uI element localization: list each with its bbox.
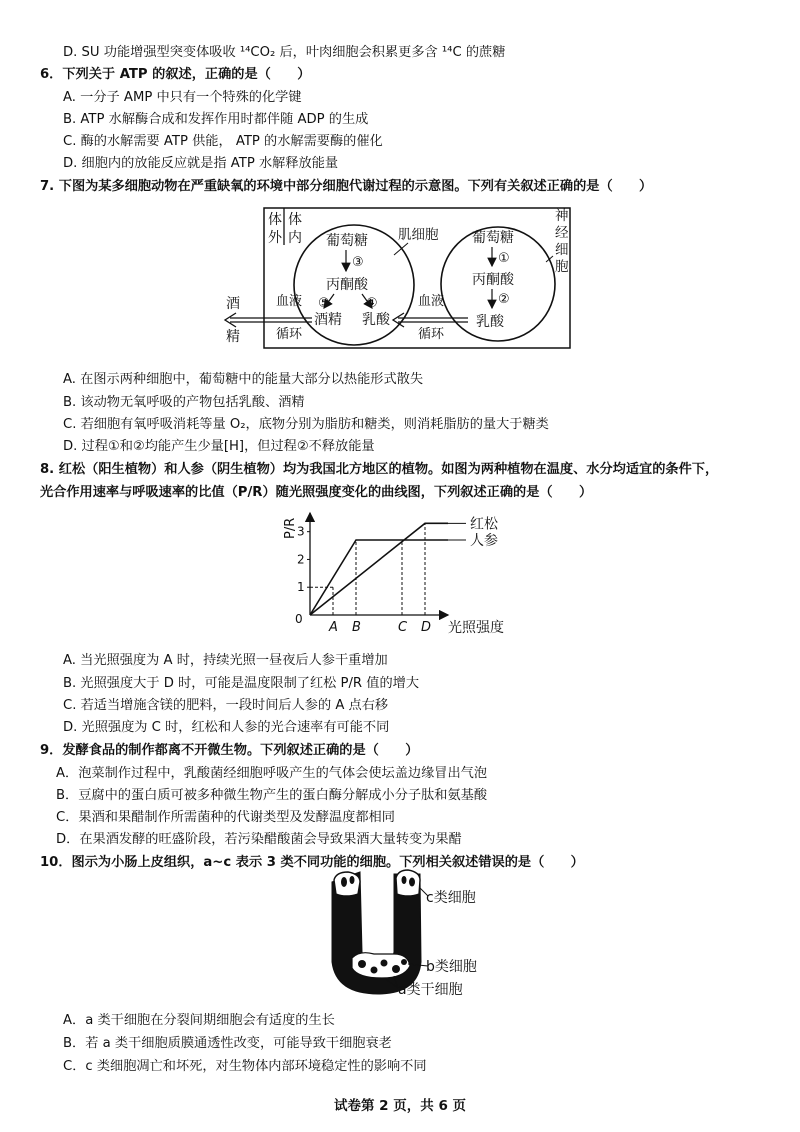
left-top-nucleus-2 bbox=[350, 876, 355, 884]
q8-option-d: D. 光照强度为 C 时，红松和人参的光合速率有可能不同 bbox=[63, 720, 390, 735]
label-alcohol-bottom: 精 bbox=[226, 329, 240, 345]
q6-option-c: C. 酶的水解需要 ATP 供能， ATP 的水解需要酶的催化 bbox=[63, 134, 383, 149]
q9-option-c: C．果酒和果醋制作所需菌种的代谢类型及发酵温度都相同 bbox=[56, 810, 395, 825]
left-circulation: 循环 bbox=[276, 327, 303, 342]
q10-option-a: A．a 类干细胞在分裂间期细胞会有适度的生长 bbox=[63, 1013, 335, 1028]
q7-option-c: C. 若细胞有氧呼吸消耗等量 O₂，底物分别为脂肪和糖类，则消耗脂肪的量大于糖类 bbox=[63, 417, 549, 432]
q8-option-b: B. 光照强度大于 D 时，可能是温度限制了红松 P/R 值的增大 bbox=[63, 676, 420, 691]
q9-option-d: D．在果酒发酵的旺盛阶段，若污染醋酸菌会导致果酒大量转变为果醋 bbox=[56, 832, 462, 847]
alcohol-export-arrowhead bbox=[225, 313, 236, 327]
x-tick-label-A: A bbox=[329, 620, 338, 635]
q9-option-b: B．豆腐中的蛋白质可被多种微生物产生的蛋白酶分解成小分子肽和氨基酸 bbox=[56, 788, 488, 803]
c-cell-nucleus-2 bbox=[409, 878, 415, 887]
a-cell-nucleus-4 bbox=[392, 965, 400, 973]
right-glucose: 葡萄糖 bbox=[472, 230, 514, 246]
left-alcohol: 酒精 bbox=[314, 312, 342, 328]
left-step-4: ④ bbox=[366, 296, 378, 311]
x-tick-label-C: C bbox=[398, 620, 408, 635]
label-alcohol-top: 酒 bbox=[226, 296, 240, 312]
left-blood: 血液 bbox=[276, 294, 303, 309]
origin-label: 0 bbox=[295, 612, 303, 626]
label-c-cell: c类细胞 bbox=[426, 890, 476, 906]
q7-option-a: A. 在图示两种细胞中，葡萄糖中的能量大部分以热能形式散失 bbox=[63, 372, 424, 387]
q7-option-d: D. 过程①和②均能产生少量[H]，但过程②不释放能量 bbox=[63, 439, 375, 454]
label-b-cell: b类细胞 bbox=[426, 959, 477, 975]
left-pyruvate: 丙酮酸 bbox=[326, 277, 368, 293]
q10-option-c: C．c 类细胞凋亡和坏死，对生物体内部环境稳定性的影响不同 bbox=[63, 1059, 427, 1074]
q7-stem: 7. 下图为某多细胞动物在严重缺氧的环境中部分细胞代谢过程的示意图。下列有关叙述正确的是（ ） bbox=[40, 179, 653, 194]
label-outside-top: 体 bbox=[268, 212, 282, 228]
y-tick-label-1: 1 bbox=[297, 580, 305, 595]
muscle-cell-pointer bbox=[394, 243, 408, 255]
q6-option-b: B. ATP 水解酶合成和发挥作用时都伴随 ADP 的生成 bbox=[63, 112, 369, 127]
series-line-1 bbox=[310, 540, 448, 615]
a-cell-nucleus-5 bbox=[401, 959, 407, 965]
middle-blood: 血液 bbox=[418, 294, 445, 309]
q7-metabolism-diagram bbox=[222, 200, 582, 360]
left-glucose: 葡萄糖 bbox=[326, 233, 368, 249]
left-lactate: 乳酸 bbox=[362, 312, 390, 328]
label-outside-bottom: 外 bbox=[268, 230, 282, 246]
left-top-nucleus-1 bbox=[341, 877, 347, 887]
c-cell-nucleus-1 bbox=[402, 876, 407, 884]
left-step-5: ⑤ bbox=[318, 296, 330, 311]
q9-option-a: A．泡菜制作过程中，乳酸菌经细胞呼吸产生的气体会使坛盖边缘冒出气泡 bbox=[56, 766, 488, 781]
x-axis-label: 光照强度 bbox=[448, 620, 504, 636]
q7-option-b: B. 该动物无氧呼吸的产物包括乳酸、酒精 bbox=[63, 395, 305, 410]
a-cell-nucleus-3 bbox=[381, 960, 388, 967]
series-label-1: 人参 bbox=[470, 533, 498, 549]
right-pyruvate: 丙酮酸 bbox=[472, 272, 514, 288]
q8-option-a: A. 当光照强度为 A 时，持续光照一昼夜后人参干重增加 bbox=[63, 653, 388, 668]
label-inside-bottom: 内 bbox=[288, 230, 302, 246]
x-tick-label-D: D bbox=[421, 620, 432, 635]
a-cell-nucleus-1 bbox=[358, 960, 366, 968]
q9-stem: 9．发酵食品的制作都离不开微生物。下列叙述正确的是（ ） bbox=[40, 743, 419, 758]
c-type-cell bbox=[396, 870, 420, 896]
series-label-0: 红松 bbox=[470, 516, 498, 533]
q10-intestine-diagram bbox=[318, 866, 548, 1004]
middle-circulation: 循环 bbox=[418, 327, 445, 342]
left-step-3: ③ bbox=[352, 255, 364, 270]
label-nerve-cell-1: 神 bbox=[555, 208, 569, 224]
q10-option-b: B．若 a 类干细胞质膜通透性改变，可能导致干细胞衰老 bbox=[63, 1036, 392, 1051]
left-top-cell bbox=[334, 872, 360, 896]
q10-stem: 10．图示为小肠上皮组织，a~c 表示 3 类不同功能的细胞。下列相关叙述错误的是（ ） bbox=[40, 855, 584, 870]
q5-option-d: D. SU 功能增强型突变体吸收 ¹⁴CO₂ 后，叶肉细胞会积累更多含 ¹⁴C 的蔗糖 bbox=[63, 45, 506, 60]
q6-option-d: D. 细胞内的放能反应就是指 ATP 水解释放能量 bbox=[63, 156, 339, 171]
q8-chart bbox=[270, 505, 530, 640]
y-tick-label-2: 2 bbox=[297, 552, 305, 567]
q8-stem-line1: 8. 红松（阳生植物）和人参（阴生植物）均为我国北方地区的植物。如图为两种植物在温度、水分均适宜的条件下， bbox=[40, 462, 719, 477]
page-footer: 试卷第 2 页，共 6 页 bbox=[333, 1098, 467, 1114]
q8-stem-line2: 光合作用速率与呼吸速率的比值（P/R）随光照强度变化的曲线图，下列叙述正确的是（ ） bbox=[40, 485, 593, 500]
label-nerve-cell-4: 胞 bbox=[555, 259, 569, 275]
y-tick-label-3: 3 bbox=[297, 524, 305, 539]
y-axis-label: P/R bbox=[283, 517, 298, 539]
q8-option-c: C. 若适当增施含镁的肥料，一段时间后人参的 A 点右移 bbox=[63, 698, 389, 713]
right-lactate: 乳酸 bbox=[476, 314, 504, 330]
x-tick-label-B: B bbox=[352, 620, 361, 635]
label-inside-top: 体 bbox=[288, 212, 302, 228]
label-nerve-cell-3: 细 bbox=[555, 242, 569, 258]
q6-option-a: A. 一分子 AMP 中只有一个特殊的化学键 bbox=[63, 90, 302, 105]
label-a-stem-cell: a类干细胞 bbox=[398, 982, 463, 998]
a-cell-nucleus-2 bbox=[371, 967, 378, 974]
series-line-0 bbox=[310, 523, 448, 615]
right-step-1: ① bbox=[498, 251, 510, 266]
label-nerve-cell-2: 经 bbox=[555, 225, 569, 241]
label-muscle-cell: 肌细胞 bbox=[398, 227, 439, 243]
q6-stem: 6．下列关于 ATP 的叙述，正确的是（ ） bbox=[40, 67, 311, 82]
right-step-2: ② bbox=[498, 292, 510, 307]
